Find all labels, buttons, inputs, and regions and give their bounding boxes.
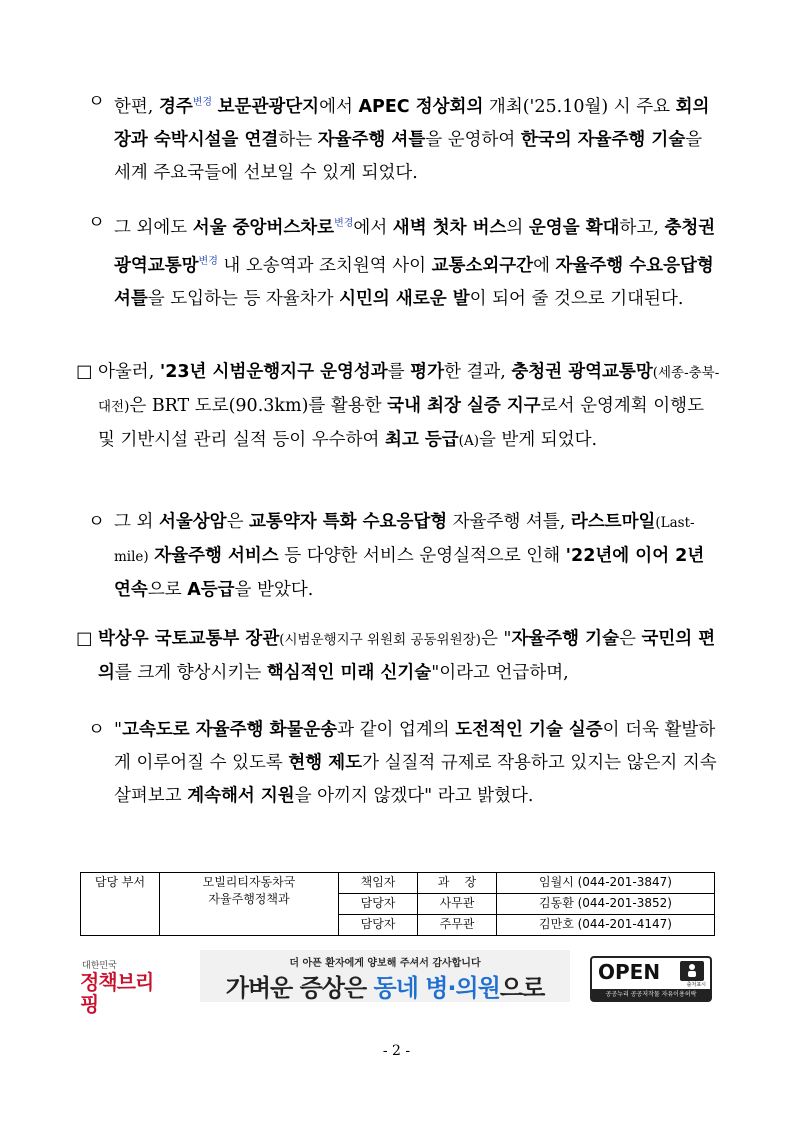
bullet-square-icon: □ <box>76 362 93 382</box>
small-text: (A) <box>458 433 479 449</box>
text: 을 세계 주요국들에 선보일 수 있게 되었다. <box>114 130 703 183</box>
bold-text: 현행 제도 <box>288 753 363 773</box>
text: 을 도입하는 등 자율차가 <box>147 289 340 309</box>
text: 을 운영하여 <box>425 130 521 150</box>
table-row <box>81 873 715 894</box>
text: 하고, <box>619 218 665 238</box>
bold-text: 회의장과 숙박시설을 연결 <box>114 97 710 150</box>
text: 등 다양한 서비스 운영실적으로 인해 <box>278 546 566 566</box>
bold-text: 자율주행 수요응답형 셔틀 <box>114 256 714 309</box>
paragraph-2 <box>88 207 720 316</box>
bullet-circle-icon: ㅇ <box>88 512 105 532</box>
text: 의 <box>506 218 529 238</box>
text: 한편, <box>114 97 159 117</box>
bold-text: 자율주행 기술 <box>511 629 619 649</box>
bullet-circle-icon: ㅇ <box>88 720 105 740</box>
person-cell: 김만호 (044-201-4147) <box>497 915 715 936</box>
bold-text: 자율주행 서비스 <box>154 546 279 566</box>
open-label: OPEN <box>598 960 661 984</box>
text: 를 <box>387 362 411 382</box>
paragraph-1 <box>88 86 720 190</box>
bold-text: 보문관광단지 <box>217 97 320 117</box>
text: 은 " <box>480 629 512 649</box>
person-icon <box>680 961 704 981</box>
text: 으로 <box>147 580 188 600</box>
paragraph-6 <box>88 714 720 813</box>
bold-text: A등급 <box>187 580 235 600</box>
bold-text: '23년 시범운행지구 운영성과 <box>159 362 388 382</box>
text: 과 같이 업계의 <box>337 720 456 740</box>
bold-text: 서울 중앙버스차로 <box>192 218 335 238</box>
contact-table <box>80 872 715 936</box>
bullet-square-icon: □ <box>76 629 93 649</box>
logo-main-text: 정책브리핑 <box>80 970 154 1016</box>
bold-text: 도전적인 기술 실증 <box>455 720 603 740</box>
title-cell: 사무관 <box>418 894 497 915</box>
dept-name <box>160 873 339 936</box>
banner-main-b: 동네 병·의원 <box>373 974 500 1002</box>
person-glyph-icon <box>680 961 704 981</box>
bold-text: 교통소외구간 <box>431 256 534 276</box>
bold-text: 충청권 광역교통망 <box>114 218 716 276</box>
text: 이 되어 줄 것으로 기대된다. <box>469 289 684 309</box>
bold-text: 경주 <box>158 97 193 117</box>
open-sub: 공공누리 공공저작물 자유이용허락 <box>592 989 710 1000</box>
small-text: (시범운행지구 위원회 공동위원장) <box>279 632 481 648</box>
bold-text: 서울상암 <box>158 512 227 532</box>
logo-small-text: 대한민국 <box>82 961 117 971</box>
banner-main-a: 가벼운 증상은 <box>225 974 374 1002</box>
text: "이라고 언급하며, <box>431 663 569 683</box>
role-cell: 담당자 <box>339 915 418 936</box>
role-cell: 담당자 <box>339 894 418 915</box>
bold-text: 국내 최장 실증 지구 <box>387 396 541 416</box>
open-license-badge[interactable] <box>590 956 712 1002</box>
bold-text: 라스트마일 <box>570 512 656 532</box>
bold-text: APEC 정상회의 <box>358 97 484 117</box>
bold-text: 한국의 자율주행 기술 <box>520 130 686 150</box>
small-text: (세종-충북-대전) <box>98 365 720 415</box>
paragraph-4 <box>88 506 720 607</box>
text: 이 더욱 활발하게 이루어질 수 있도록 <box>114 720 716 773</box>
open-icon-label: 출처표시 <box>686 982 706 988</box>
bold-text: 새벽 첫차 버스 <box>392 218 507 238</box>
text: 은 <box>619 629 642 649</box>
banner-main-c: 으로 <box>499 974 545 1002</box>
change-mark: 변경 <box>198 256 218 267</box>
bold-text: 시민의 새로운 발 <box>339 289 470 309</box>
text: 내 오송역과 조치원역 사이 <box>217 256 432 276</box>
text: 아울러, <box>98 362 160 382</box>
text: 을 받게 되었다. <box>478 430 598 450</box>
dept-label: 담당 부서 <box>81 873 160 936</box>
text: 에 <box>533 256 556 276</box>
bold-text: 교통약자 특화 수요응답형 <box>249 512 448 532</box>
page-number: - 2 - <box>382 1043 411 1059</box>
bold-text: '22년에 이어 2년 연속 <box>114 546 705 600</box>
bold-text: 평가 <box>410 362 444 382</box>
text: 은 BRT 도로(90.3km)를 활용한 <box>129 396 388 416</box>
bold-text: 자율주행 셔틀 <box>317 130 426 150</box>
role-cell: 책임자 <box>339 873 418 894</box>
text: 로서 운영계획 이행도 및 기반시설 관리 실적 등이 우수하여 <box>98 396 704 450</box>
text: 에서 <box>353 218 393 238</box>
bullet-circle-icon: ㅇ <box>88 92 105 112</box>
dept-line: 자율주행정책과 <box>208 892 290 906</box>
text: 하는 <box>278 130 318 150</box>
banner-top-text: 더 아픈 환자에게 양보해 주셔서 감사합니다 <box>289 958 481 969</box>
bold-text: 계속해서 지원 <box>187 786 295 806</box>
bold-text: 핵심적인 미래 신기술 <box>266 663 432 683</box>
text: 을 아끼지 않겠다" 라고 밝혔다. <box>294 786 534 806</box>
title-cell: 주무관 <box>418 915 497 936</box>
paragraph-5 <box>76 623 720 690</box>
person-cell: 임월시 (044-201-3847) <box>497 873 715 894</box>
dept-line: 모빌리티자동차국 <box>202 875 296 889</box>
bold-text: 국민의 편의 <box>98 629 716 683</box>
banner-main-text <box>200 968 570 1003</box>
text: 은 <box>226 512 250 532</box>
bullet-circle-icon: ㅇ <box>88 213 105 233</box>
person-cell: 김동환 (044-201-3852) <box>497 894 715 915</box>
text: 를 크게 향상시키는 <box>114 663 267 683</box>
bold-text: 최고 등급 <box>384 430 459 450</box>
text: 가 실질적 규제로 작용하고 있지는 않은지 지속 살펴보고 <box>114 753 717 806</box>
text: 에서 <box>319 97 359 117</box>
change-mark: 변경 <box>334 218 354 229</box>
text: " <box>114 720 123 740</box>
text: 한 결과, <box>443 362 512 382</box>
small-text: (Last-mile) <box>114 515 695 565</box>
campaign-banner[interactable] <box>200 950 570 1002</box>
bold-text: 고속도로 자율주행 화물운송 <box>122 720 338 740</box>
bold-text: 충청권 광역교통망 <box>511 362 653 382</box>
text: 자율주행 셔틀, <box>447 512 571 532</box>
change-mark: 변경 <box>192 97 213 108</box>
text: 개최('25.10월) 시 주요 <box>483 97 676 117</box>
bold-text: 운영을 확대 <box>528 218 620 238</box>
paragraph-3 <box>76 356 720 458</box>
text: 그 외에도 <box>114 218 193 238</box>
bold-text: 박상우 국토교통부 장관 <box>98 629 280 649</box>
text: 을 받았다. <box>234 580 314 600</box>
title-cell: 과 장 <box>418 873 497 894</box>
text: 그 외 <box>114 512 159 532</box>
policy-briefing-logo[interactable] <box>80 958 170 1016</box>
